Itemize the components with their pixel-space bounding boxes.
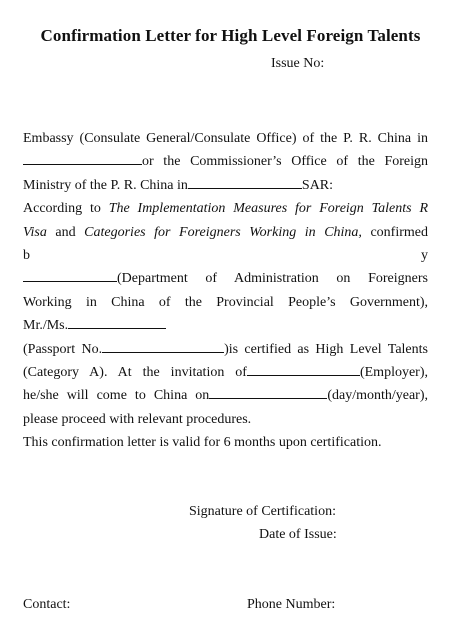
page-title: Confirmation Letter for High Level Foreign Talents — [40, 26, 421, 45]
employer-blank[interactable] — [247, 362, 360, 376]
body-line-11: (Category A). At the invitation of (Employer), — [23, 361, 428, 384]
body-line-14: This confirmation letter is valid for 6 months upon certification. — [23, 435, 382, 451]
date-of-issue-label: Date of Issue: — [259, 527, 337, 542]
passport-no-blank[interactable] — [102, 339, 224, 353]
body-line-8: Working in China of the Provincial People’s Government), — [23, 294, 428, 310]
body-line-4: According to The Implementation Measures for Foreign Talents R — [23, 201, 428, 217]
body-line-10: (Passport No. )is certified as High Level Talents — [23, 338, 428, 361]
province-blank[interactable] — [23, 268, 117, 282]
body-line-2: or the Commissioner’s Office of the Foreign — [23, 150, 428, 173]
body-line-6: b y — [23, 247, 428, 263]
body-line-7: (Department of Administration on Foreigners — [23, 267, 428, 290]
applicant-name-blank[interactable] — [68, 315, 166, 329]
sar-name-blank[interactable] — [188, 175, 302, 189]
phone-number-label: Phone Number: — [247, 597, 336, 612]
body-line-3: Ministry of the P. R. China in SAR: — [23, 174, 428, 197]
signature-label: Signature of Certification: — [189, 504, 336, 519]
body-line-5: Visa and Categories for Foreigners Working in China, confirmed — [23, 224, 428, 240]
body-line-12: he/she will come to China on (day/month/year), — [23, 384, 428, 407]
embassy-city-blank[interactable] — [23, 151, 142, 165]
letter-body — [23, 127, 428, 454]
body-line-1: Embassy (Consulate General/Consulate Office) of the P. R. China in — [23, 131, 428, 146]
issue-no-label: Issue No: — [271, 56, 325, 71]
contact-label: Contact: — [23, 597, 71, 612]
body-line-9: Mr./Ms. — [23, 314, 428, 337]
arrival-date-blank[interactable] — [209, 385, 327, 399]
body-line-13: please proceed with relevant procedures. — [23, 411, 252, 427]
